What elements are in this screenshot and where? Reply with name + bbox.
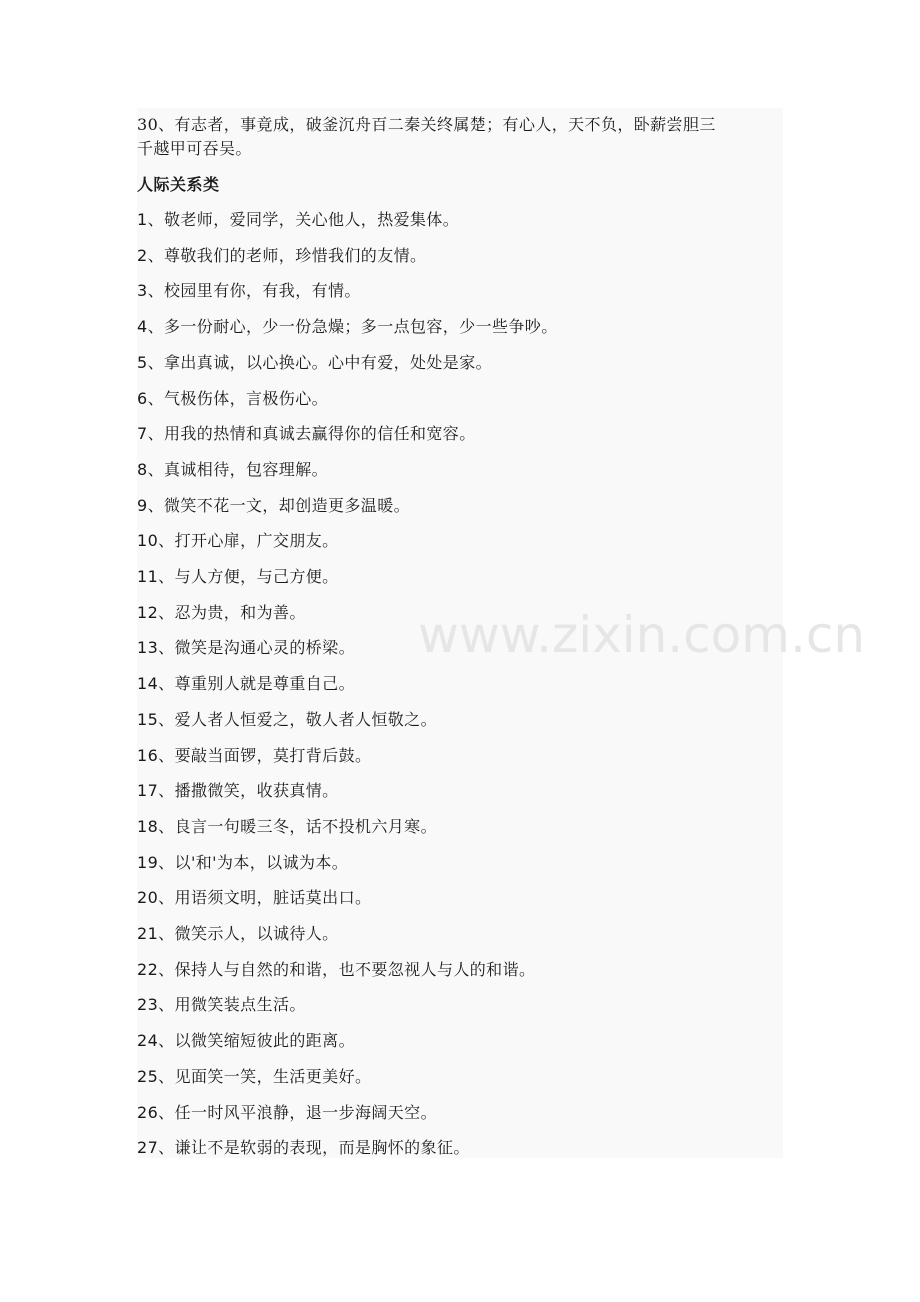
item-separator: 、: [158, 1067, 175, 1086]
item-text: 用我的热情和真诚去赢得你的信任和宽容。: [164, 424, 476, 443]
item-number: 24: [137, 1031, 159, 1050]
item-separator: 、: [158, 674, 175, 693]
item-text: 任一时风平浪静，退一步海阔天空。: [174, 1103, 437, 1122]
list-item: [137, 1100, 783, 1126]
item-text: 播撒微笑，收获真情。: [174, 781, 339, 800]
item-separator: 、: [158, 603, 175, 622]
list-item: [137, 850, 783, 876]
item-separator: 、: [147, 389, 164, 408]
list-item: [137, 814, 783, 840]
list-item: [137, 350, 783, 376]
item-separator: 、: [158, 924, 175, 943]
item-separator: 、: [158, 531, 175, 550]
list-item: [137, 992, 783, 1018]
section-heading: 人际关系类: [137, 175, 220, 194]
list-item: [137, 778, 783, 804]
item-text: 要敲当面锣，莫打背后鼓。: [174, 746, 372, 765]
item-text: 尊敬我们的老师，珍惜我们的友情。: [164, 246, 427, 265]
item-separator: 、: [147, 281, 164, 300]
item-separator: 、: [147, 317, 164, 336]
item-separator: 、: [158, 995, 175, 1014]
item-text: 以微笑缩短彼此的距离。: [174, 1031, 355, 1050]
item-text: 保持人与自然的和谐，也不要忽视人与人的和谐。: [174, 960, 536, 979]
item-text: 多一份耐心，少一份急燥；多一点包容，少一些争吵。: [164, 317, 558, 336]
watermark: www.zixin.com.cn: [418, 606, 866, 664]
item-number: 15: [137, 710, 159, 729]
item-text: 敬老师，爱同学，关心他人，热爱集体。: [164, 210, 460, 229]
list-item: [137, 885, 783, 911]
item-separator: 、: [158, 638, 175, 657]
item-separator: 、: [158, 781, 175, 800]
list-item: [137, 386, 783, 412]
list-item: [137, 243, 783, 269]
item-number: 5: [137, 353, 148, 372]
item-separator: 、: [158, 746, 175, 765]
list-item: [137, 1064, 783, 1090]
item-separator: 、: [147, 210, 164, 229]
item-text: 用语须文明，脏话莫出口。: [174, 888, 372, 907]
list-item: [137, 743, 783, 769]
item-separator: 、: [158, 1103, 175, 1122]
item-separator: 、: [158, 1138, 175, 1157]
item-number: 22: [137, 960, 159, 979]
item-number: 2: [137, 246, 148, 265]
list-item: [137, 528, 783, 554]
item-number: 9: [137, 496, 148, 515]
list-item: [137, 921, 783, 947]
item-number: 10: [137, 531, 159, 550]
item-text: 用微笑装点生活。: [174, 995, 306, 1014]
item-text: 校园里有你，有我，有情。: [164, 281, 361, 300]
item-text: 尊重别人就是尊重自己。: [174, 674, 355, 693]
list-item: [137, 457, 783, 483]
intro-line-2: 千越甲可吞吴。: [137, 139, 252, 158]
item-number: 20: [137, 888, 159, 907]
item-number: 16: [137, 746, 159, 765]
item-text: 拿出真诚，以心换心。心中有爱，处处是家。: [164, 353, 493, 372]
item-number: 1: [137, 210, 148, 229]
list-item: [137, 671, 783, 697]
item-number: 19: [137, 853, 159, 872]
item-text: 真诚相待，包容理解。: [164, 460, 329, 479]
item-text: 微笑不花一文，却创造更多温暖。: [164, 496, 411, 515]
item-number: 3: [137, 281, 148, 300]
item-number: 6: [137, 389, 148, 408]
item-separator: 、: [147, 460, 164, 479]
item-separator: 、: [158, 853, 175, 872]
item-separator: 、: [158, 1031, 175, 1050]
item-number: 23: [137, 995, 159, 1014]
list-item: [137, 493, 783, 519]
item-text: 气极伤体，言极伤心。: [164, 389, 329, 408]
list-item: [137, 1135, 783, 1161]
item-number: 4: [137, 317, 148, 336]
item-number: 13: [137, 638, 159, 657]
item-number: 7: [137, 424, 148, 443]
item-number: 26: [137, 1103, 159, 1122]
item-separator: 、: [158, 710, 175, 729]
item-text: 见面笑一笑，生活更美好。: [174, 1067, 372, 1086]
list-item: [137, 314, 783, 340]
list-item: [137, 421, 783, 447]
item-separator: 、: [158, 567, 175, 586]
item-text: 良言一句暖三冬，话不投机六月寒。: [174, 817, 437, 836]
item-number: 14: [137, 674, 159, 693]
item-text: 谦让不是软弱的表现，而是胸怀的象征。: [174, 1138, 470, 1157]
item-separator: 、: [147, 496, 164, 515]
list-item: [137, 278, 783, 304]
item-text: 微笑是沟通心灵的桥梁。: [174, 638, 355, 657]
item-text: 微笑示人，以诚待人。: [174, 924, 339, 943]
item-number: 17: [137, 781, 159, 800]
item-separator: 、: [158, 960, 175, 979]
list-item: [137, 635, 783, 661]
item-text: 与人方便，与己方便。: [174, 567, 339, 586]
item-text: 忍为贵，和为善。: [174, 603, 306, 622]
item-number: 18: [137, 817, 159, 836]
item-separator: 、: [147, 246, 164, 265]
item-number: 25: [137, 1067, 159, 1086]
item-separator: 、: [147, 424, 164, 443]
item-number: 27: [137, 1138, 159, 1157]
list-item: [137, 600, 783, 626]
list-item: [137, 957, 783, 983]
list-item: [137, 707, 783, 733]
item-number: 21: [137, 924, 159, 943]
item-separator: 、: [158, 817, 175, 836]
intro-line-1: 30、有志者，事竟成，破釜沉舟百二秦关终属楚；有心人，天不负，卧薪尝胆三: [137, 115, 716, 134]
item-separator: 、: [158, 888, 175, 907]
list-item: [137, 564, 783, 590]
item-text: 打开心扉，广交朋友。: [174, 531, 339, 550]
item-separator: 、: [147, 353, 164, 372]
list-item: [137, 1028, 783, 1054]
item-number: 11: [137, 567, 159, 586]
item-text: 以'和'为本，以诚为本。: [174, 853, 349, 872]
item-text: 爱人者人恒爱之，敬人者人恒敬之。: [174, 710, 437, 729]
item-number: 8: [137, 460, 148, 479]
list-item: [137, 207, 783, 233]
item-number: 12: [137, 603, 159, 622]
